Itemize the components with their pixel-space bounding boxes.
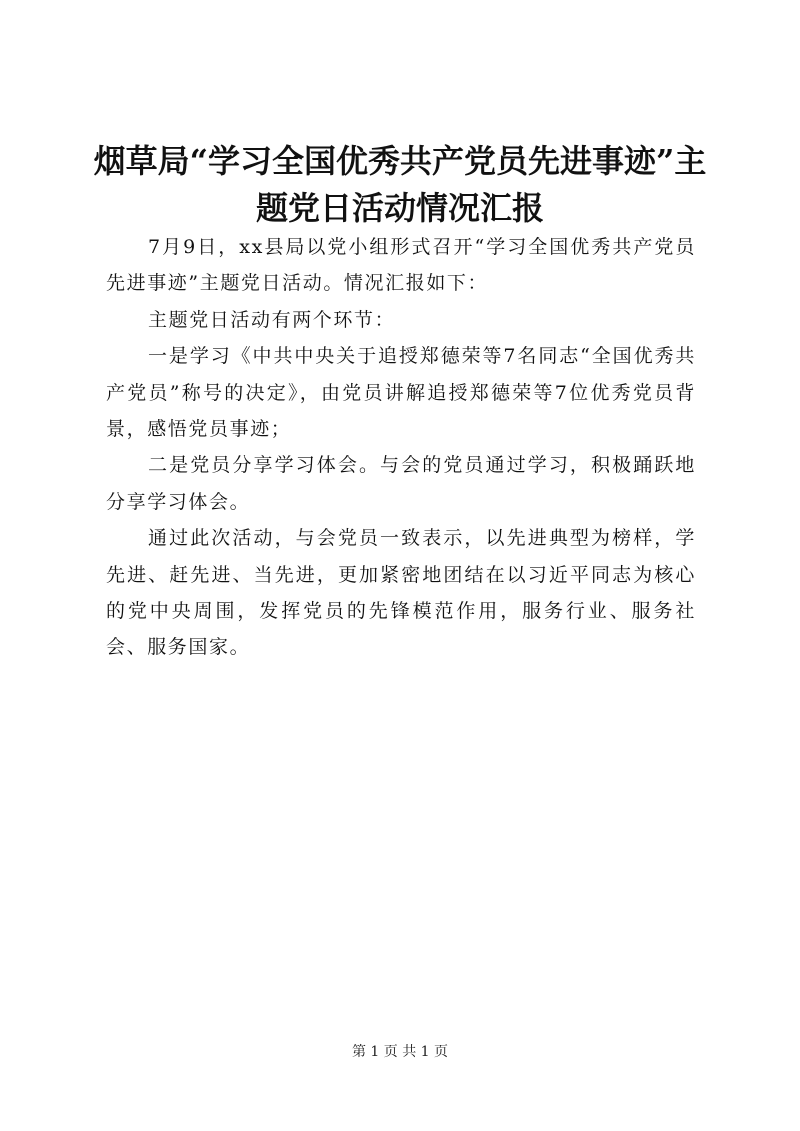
paragraph: 通过此次活动，与会党员一致表示，以先进典型为榜样，学先进、赶先进、当先进，更加紧密地团结在以习近平同志为核心的党中央周围，发挥党员的先锋模范作用，服务行业、服务社会、服务国家。 [106,527,696,659]
paragraph: 7月9日，xx县局以党小组形式召开“学习全国优秀共产党员先进事迹”主题党日活动。情况汇报如下： [106,236,696,295]
paragraph: 一是学习《中共中央关于追授郑德荣等7名同志“全国优秀共产党员”称号的决定》，由党员讲解追授郑德荣等7位优秀党员背景，感悟党员事迹； [106,345,696,441]
paragraph: 主题党日活动有两个环节： [148,308,396,331]
document-body [106,229,696,666]
page-number-footer: 第 1 页 共 1 页 [351,1044,449,1060]
document-title: 烟草局“学习全国优秀共产党员先进事迹”主题党日活动情况汇报 [93,142,707,227]
paragraph: 二是党员分享学习体会。与会的党员通过学习，积极踊跃地分享学习体会。 [106,454,696,513]
